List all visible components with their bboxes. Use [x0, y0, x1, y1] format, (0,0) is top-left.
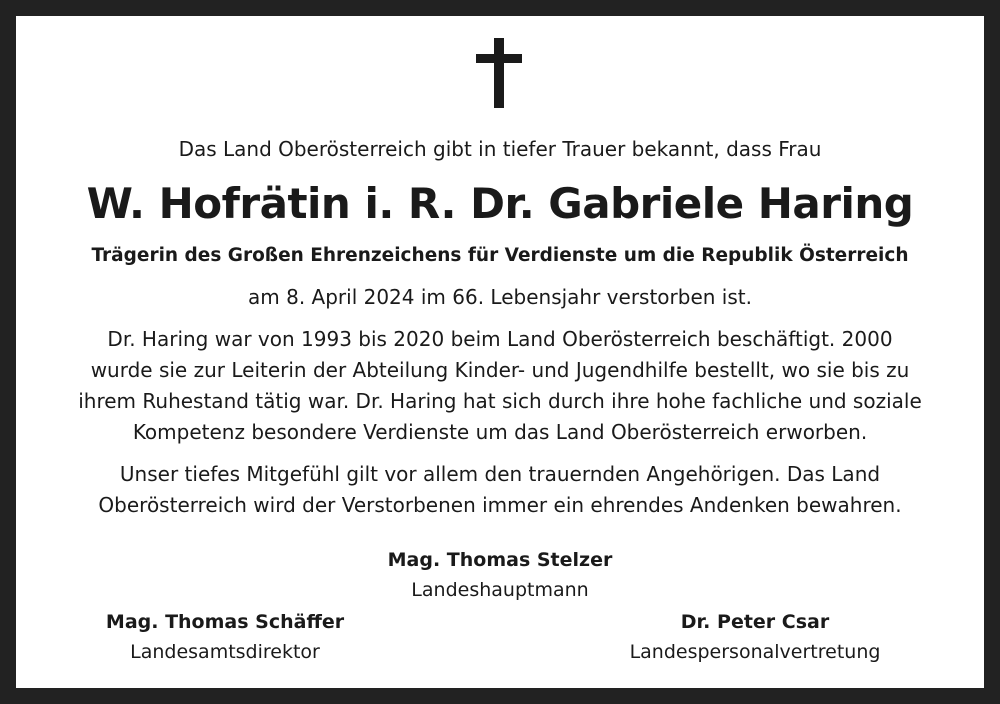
cross-horizontal-bar — [476, 54, 522, 63]
date-line: am 8. April 2024 im 66. Lebensjahr verstorben ist. — [248, 285, 752, 309]
signatory-title: Landespersonalvertretung — [629, 641, 881, 663]
signatory-name: Mag. Thomas Schäffer — [105, 611, 345, 633]
paragraph-line: wurde sie zur Leiterin der Abteilung Kinder- und Jugendhilfe bestellt, wo sie bis zu — [90, 358, 910, 382]
paragraph-line: ihrem Ruhestand tätig war. Dr. Haring hat sich durch ihre hohe fachliche und soziale — [78, 389, 922, 413]
signatory-right — [605, 607, 905, 667]
paragraph-line: Unser tiefes Mitgefühl gilt vor allem den trauernden Angehörigen. Das Land — [119, 462, 881, 486]
biography-paragraph — [0, 324, 1000, 448]
cross-icon — [476, 38, 522, 108]
paragraph-line: Kompetenz besondere Verdienste um das Land Oberösterreich erworben. — [132, 420, 868, 444]
signatory-center — [350, 545, 650, 605]
cross-vertical-bar — [494, 38, 504, 108]
paragraph-line: Oberösterreich wird der Verstorbenen immer ein ehrendes Andenken bewahren. — [98, 493, 902, 517]
deceased-name: W. Hofrätin i. R. Dr. Gabriele Haring — [86, 179, 914, 228]
honor-line: Trägerin des Großen Ehrenzeichens für Verdienste um die Republik Österreich — [91, 245, 909, 266]
signatory-title: Landeshauptmann — [411, 579, 589, 601]
signatory-title: Landesamtsdirektor — [130, 641, 320, 663]
condolence-paragraph — [0, 459, 1000, 521]
signatory-name: Dr. Peter Csar — [680, 611, 830, 633]
signatory-name: Mag. Thomas Stelzer — [387, 549, 613, 571]
paragraph-line: Dr. Haring war von 1993 bis 2020 beim Land Oberösterreich beschäftigt. 2000 — [107, 327, 893, 351]
signatory-left — [75, 607, 375, 667]
intro-line: Das Land Oberösterreich gibt in tiefer Trauer bekannt, dass Frau — [178, 137, 822, 161]
